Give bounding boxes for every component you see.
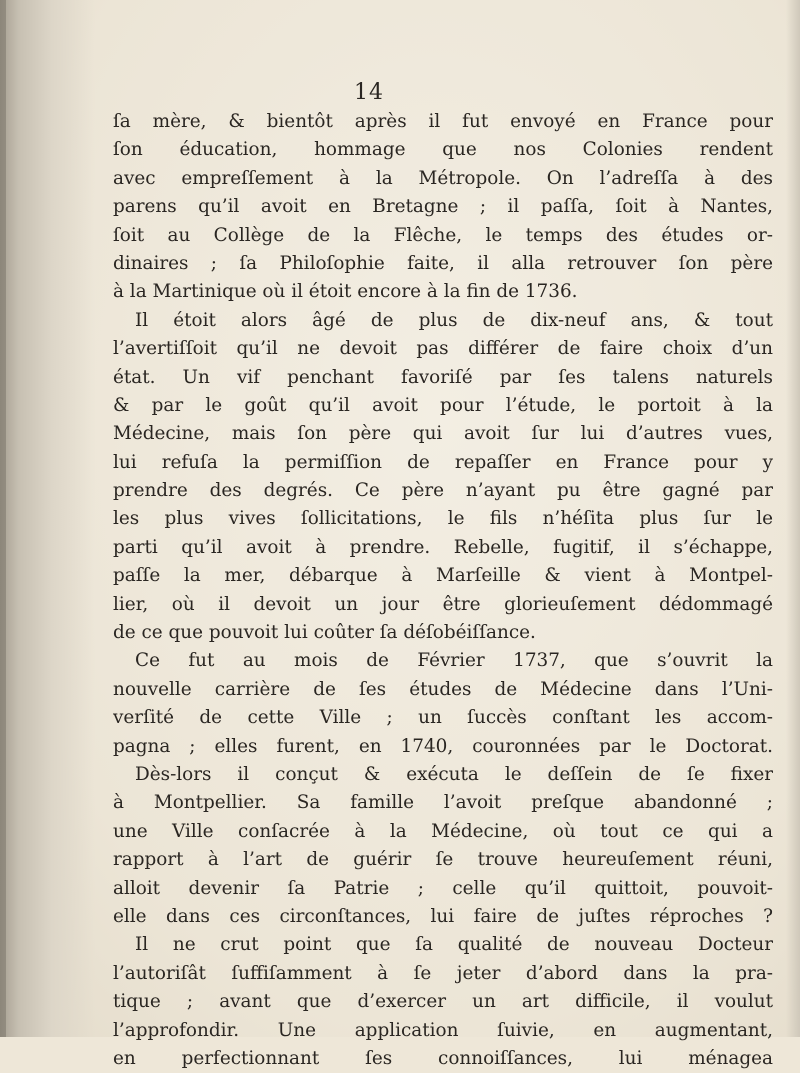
text-line: les plus vives ſollicitations, le fils n’héſita plus ſur le: [113, 508, 773, 530]
text-line: lier, où il devoit un jour être glorieuſement dédommagé: [113, 593, 773, 615]
text-line: l’approfondir. Une application ſuivie, en augmentant,: [113, 1019, 773, 1041]
text-line: l’autoriſât ſuffiſamment à ſe jeter d’abord dans la pra-: [113, 962, 773, 984]
page-number: 14: [354, 80, 384, 105]
text-line: Il ne crut point que ſa qualité de nouveau Docteur: [135, 934, 773, 956]
text-line: avec empreſſement à la Métropole. On l’adreſſa à des: [113, 167, 773, 189]
text-line: lui refuſa la permiſſion de repaſſer en France pour y: [113, 451, 773, 473]
text-line: Médecine, mais ſon père qui avoit ſur lui d’autres vues,: [113, 423, 773, 445]
text-line: état. Un vif penchant favoriſé par ſes talens naturels: [113, 366, 773, 388]
text-line: à la Martinique où il étoit encore à la fin de 1736.: [113, 281, 578, 303]
text-line: Dès-lors il conçut & exécuta le deſſein de ſe fixer: [135, 763, 773, 785]
text-line: & par le goût qu’il avoit pour l’étude, le portoit à la: [113, 394, 773, 416]
text-line: paſſe la mer, débarque à Marſeille & vient à Montpel-: [113, 565, 773, 587]
text-line: alloit devenir ſa Patrie ; celle qu’il quittoit, pouvoit-: [113, 877, 773, 899]
text-line: tique ; avant que d’exercer un art difficile, il voulut: [113, 991, 773, 1013]
text-line: en perfectionnant ſes connoiſſances, lui ménagea: [113, 1047, 773, 1069]
text-line: dinaires ; ſa Philoſophie faite, il alla retrouver ſon père: [113, 252, 773, 274]
text-line: elle dans ces circonſtances, lui faire de juſtes réproches ?: [113, 905, 773, 927]
text-line: rapport à l’art de guérir ſe trouve heureuſement réuni,: [113, 849, 773, 871]
binding-gutter: [0, 0, 95, 1037]
text-line: à Montpellier. Sa famille l’avoit preſque abandonné ;: [113, 792, 773, 814]
text-line: nouvelle carrière de ſes études de Médecine dans l’Uni-: [113, 678, 773, 700]
binding-edge: [0, 0, 6, 1037]
text-line: Ce fut au mois de Février 1737, que s’ouvrit la: [135, 650, 773, 672]
text-line: pagna ; elles furent, en 1740, couronnées par le Doctorat.: [113, 735, 773, 757]
page-edge: [786, 0, 800, 1037]
text-line: une Ville conſacrée à la Médecine, où tout ce qui a: [113, 820, 773, 842]
text-line: verſité de cette Ville ; un ſuccès conſtant les accom-: [113, 707, 773, 729]
text-line: parens qu’il avoit en Bretagne ; il paſſa, ſoit à Nantes,: [113, 196, 773, 218]
text-line: Il étoit alors âgé de plus de dix-neuf ans, & tout: [135, 309, 773, 331]
text-line: prendre des degrés. Ce père n’ayant pu être gagné par: [113, 480, 773, 502]
text-line: ſoit au Collège de la Flêche, le temps des études or-: [113, 224, 773, 246]
text-line: l’avertiſſoit qu’il ne devoit pas différer de faire choix d’un: [113, 338, 773, 360]
text-line: parti qu’il avoit à prendre. Rebelle, fugitif, il s’échappe,: [113, 536, 773, 558]
text-line: ſa mère, & bientôt après il fut envoyé en France pour: [113, 111, 773, 132]
text-line: ſon éducation, hommage que nos Colonies rendent: [113, 139, 773, 161]
body-text: [113, 108, 773, 1073]
text-line: de ce que pouvoit lui coûter ſa déſobéiſſance.: [113, 622, 536, 644]
